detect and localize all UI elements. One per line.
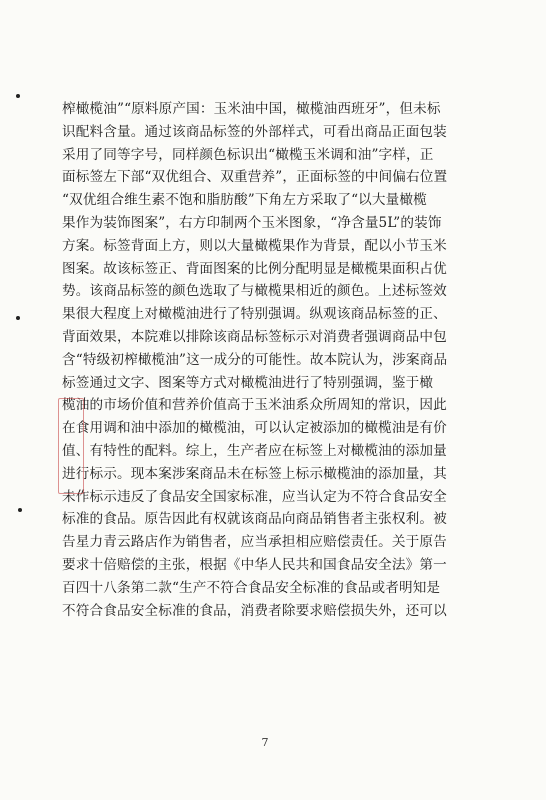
text-line: 势。该商品标签的颜色选取了与橄榄果相近的颜色。上述标签效	[62, 283, 447, 300]
text-line: 不符合食品安全标准的食品，消费者除要求赔偿损失外，还可以	[62, 602, 447, 619]
red-seal-stamp	[58, 398, 84, 494]
text-line: 榄油的市场价值和营养价值高于玉米油系众所周知的常识，因此	[62, 397, 447, 414]
body-text	[62, 98, 480, 622]
text-line: 含“特级初榨橄榄油”这一成分的可能性。故本院认为，涉案商品	[62, 351, 448, 368]
page-number: 7	[261, 736, 269, 749]
text-line: 要求十倍赔偿的主张，根据《中华人民共和国食品安全法》第一	[62, 556, 447, 573]
text-line: 方案。标签背面上方，则以大量橄榄果作为背景，配以小节玉米	[62, 237, 447, 254]
binding-hole-dot	[16, 316, 20, 320]
text-line: 百四十八条第二款“生产不符合食品安全标准的食品或者明知是	[62, 579, 441, 596]
text-line: 采用了同等字号，同样颜色标识出“橄榄玉米调和油”字样，正	[62, 146, 434, 163]
text-line: 图案。故该标签正、背面图案的比例分配明显是橄榄果面积占优	[62, 260, 447, 277]
binding-hole-dot	[16, 94, 20, 98]
text-line: 未作标示违反了食品安全国家标准，应当认定为不符合食品安全	[62, 488, 447, 505]
text-line: 果很大程度上对橄榄油进行了特别强调。纵观该商品标签的正、	[62, 306, 447, 323]
text-line: “双优组合维生素不饱和脂肪酸”下角左方采取了“以大量橄榄	[62, 192, 427, 209]
text-line: 背面效果，本院难以排除该商品标签标示对消费者强调商品中包	[62, 328, 447, 345]
text-line: 在食用调和油中添加的橄榄油，可以认定被添加的橄榄油是有价	[62, 420, 447, 437]
text-line: 榨橄榄油”“原料原产国：玉米油中国，橄榄油西班牙”，但未标	[62, 101, 441, 117]
text-line: 标准的食品。原告因此有权就该商品向商品销售者主张权利。被	[62, 511, 447, 528]
text-line: 进行标示。现本案涉案商品未在标签上标示橄榄油的添加量，其	[62, 465, 447, 482]
text-line: 识配料含量。通过该商品标签的外部样式，可看出商品正面包装	[62, 123, 447, 140]
text-line: 告星力青云路店作为销售者，应当承担相应赔偿责任。关于原告	[62, 534, 447, 551]
text-line: 面标签左下部“双优组合、双重营养”，正面标签的中间偏右位置	[62, 169, 448, 186]
text-line: 值、有特性的配料。综上，生产者应在标签上对橄榄油的添加量	[62, 442, 447, 459]
text-line: 果作为装饰图案”，右方印制两个玉米图象，“净含量5L”的装饰	[62, 214, 442, 231]
binding-hole-dot	[18, 508, 22, 512]
text-line: 标签通过文字、图案等方式对橄榄油进行了特别强调，鉴于橄	[62, 374, 434, 391]
